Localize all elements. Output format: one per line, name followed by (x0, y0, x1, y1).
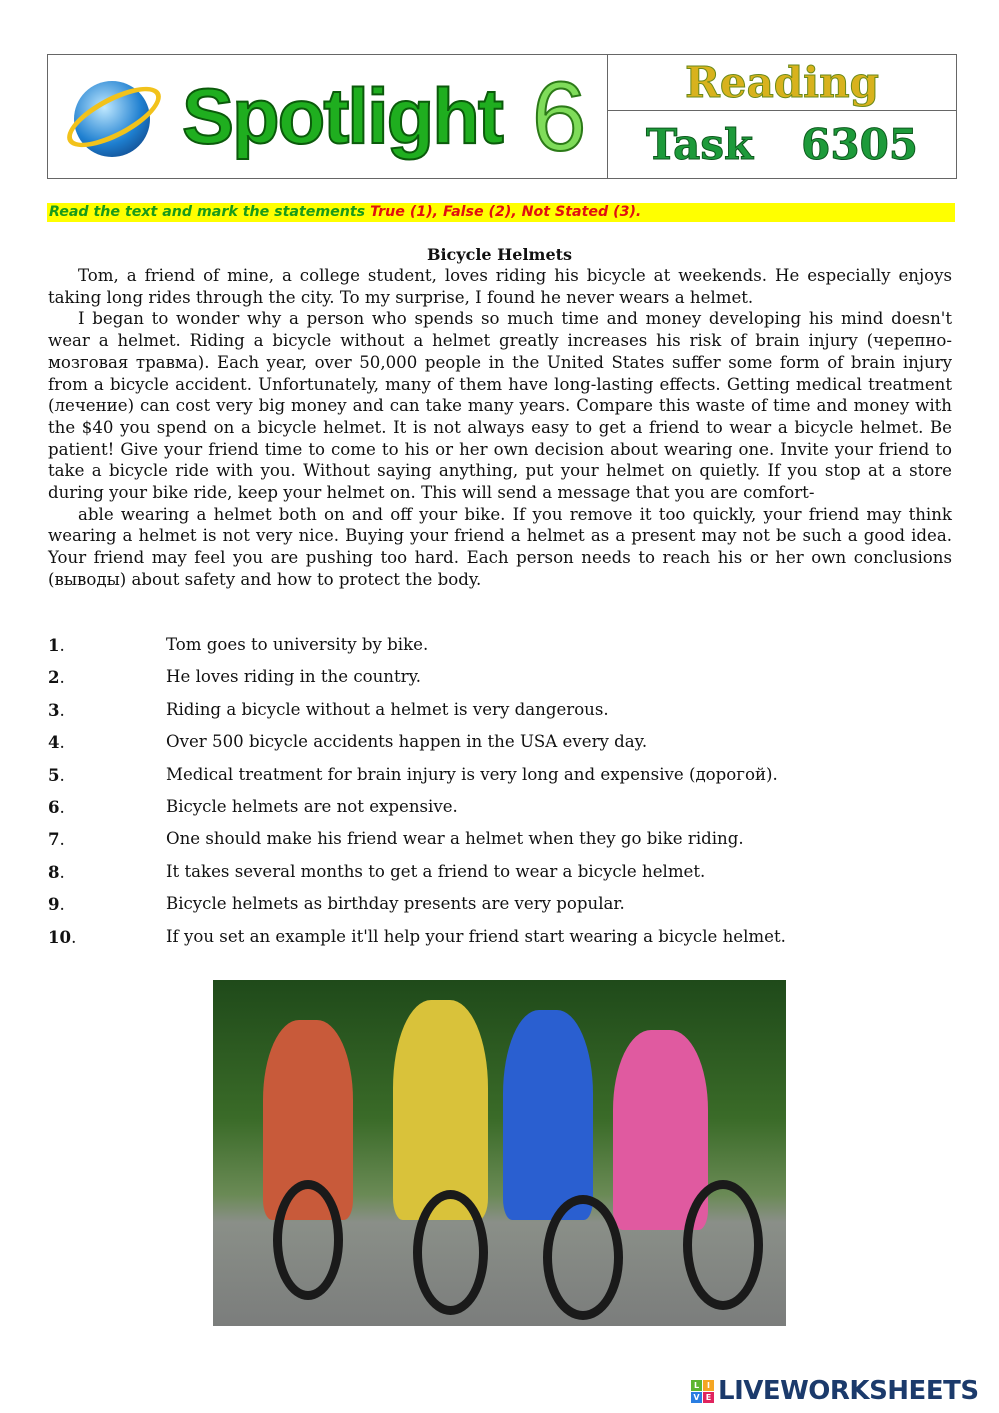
statement-text: Bicycle helmets as birthday presents are very popular. (166, 894, 625, 914)
statement-number: 10 (48, 926, 72, 947)
kids-on-bikes-photo (213, 980, 786, 1326)
statement-text: Riding a bicycle without a helmet is very dangerous. (166, 699, 609, 719)
statement-text: If you set an example it'll help your friend start wearing a bicycle helmet. (166, 926, 786, 946)
statement-text: It takes several months to get a friend to wear a bicycle helmet. (166, 861, 706, 881)
instruction-lead: Read the text and mark the statements (49, 204, 371, 220)
task-label: Task (645, 120, 754, 169)
instruction-options: True (1), False (2), Not Stated (3). (370, 204, 642, 220)
spotlight-logo (48, 55, 608, 178)
logo-text: Spotlight (182, 72, 502, 160)
globe-icon (62, 75, 166, 159)
statement-text: Medical treatment for brain injury is very long and expensive (дорогой). (166, 764, 778, 784)
statement-number: 9 (48, 894, 60, 915)
statement: 4. Over 500 bicycle accidents happen in the USA every day. (48, 732, 648, 753)
logo-number: 6 (531, 61, 587, 171)
section-label: Reading (608, 55, 956, 111)
statement-number: 8 (48, 861, 60, 882)
article-body (48, 265, 952, 591)
statement: 10. If you set an example it'll help your friend start wearing a bicycle helmet. (48, 926, 786, 947)
statement-number: 4 (48, 732, 60, 753)
liveworksheets-logo (691, 1376, 979, 1406)
statement: 7. One should make his friend wear a helmet when they go bike riding. (48, 829, 744, 850)
statement: 1. Tom goes to university by bike. (48, 635, 429, 655)
paragraph: able wearing a helmet both on and off your bike. If you remove it too quickly, your friend may think wearing a helmet is not very nice. Buying your friend a helmet as a present may not be such a good idea. Your friend may feel you are pushing too hard. Each person needs to reach his or her own conclusions (выводы) about safety and how to protect the body. (48, 504, 952, 589)
statement-number: 7 (48, 829, 60, 850)
statement-number: 3 (48, 699, 60, 720)
bike-wheel (273, 1180, 343, 1300)
article-title: Bicycle Helmets (426, 245, 573, 264)
statement-text: Bicycle helmets are not expensive. (166, 796, 458, 816)
tile: E (703, 1392, 714, 1403)
statement-text: He loves riding in the country. (166, 667, 422, 687)
tile: V (691, 1392, 702, 1403)
bike-wheel (683, 1180, 763, 1310)
bike-wheel (543, 1195, 623, 1320)
statement: 8. It takes several months to get a friend to wear a bicycle helmet. (48, 861, 706, 882)
paragraph: I began to wonder why a person who spends so much time and money developing his mind doesn't wear a helmet. Riding a bicycle without a helmet greatly increases his risk of brain injury (черепно-мозговая травма). Each year, over 50,000 people in the United States suffer some form of brain injury from a bicycle accident. Unfortunately, many of them have long-lasting effects. Getting medical treatment (лечение) can cost very big money and can take many years. Compare this waste of time and money with the $40 you spend on a bicycle helmet. It is not always easy to get a friend to wear a bicycle helmet. Be patient! Give your friend time to come to his or her own decision about wearing one. Invite your friend to take a bicycle ride with you. Without saying anything, put your helmet on quietly. If you stop at a store during your bike ride, keep your helmet on. This will send a message that you are comfort- (48, 309, 952, 503)
statement: 9. Bicycle helmets as birthday presents are very popular. (48, 894, 625, 915)
statement-text: Over 500 bicycle accidents happen in the USA every day. (166, 732, 648, 752)
task-id (608, 111, 956, 178)
statement: 5. Medical treatment for brain injury is very long and expensive (дорогой). (48, 764, 778, 785)
bike-wheel (413, 1190, 488, 1315)
tile: I (703, 1380, 714, 1391)
statement-number: 2 (48, 667, 60, 688)
child-figure (393, 1000, 488, 1220)
logo-tiles (691, 1380, 714, 1403)
statement-number: 6 (48, 796, 60, 817)
worksheet-header (47, 54, 957, 179)
statement-text: Tom goes to university by bike. (166, 635, 429, 654)
child-figure (503, 1010, 593, 1220)
statement: 6. Bicycle helmets are not expensive. (48, 796, 458, 817)
tile: L (691, 1380, 702, 1391)
paragraph: Tom, a friend of mine, a college student, loves riding his bicycle at weekends. He especially enjoys taking long rides through the city. To my surprise, I found he never wears a helmet. (48, 266, 952, 307)
statement-text: One should make his friend wear a helmet when they go bike riding. (166, 829, 744, 849)
task-number: 6305 (801, 120, 919, 169)
statements-list (48, 633, 952, 957)
statement: 3. Riding a bicycle without a helmet is very dangerous. (48, 699, 609, 720)
statement: 2. He loves riding in the country. (48, 667, 422, 688)
statement-number: 5 (48, 764, 60, 785)
brand-name: LIVEWORKSHEETS (718, 1376, 979, 1406)
instruction (47, 203, 955, 222)
statement-number: 1 (48, 635, 60, 655)
